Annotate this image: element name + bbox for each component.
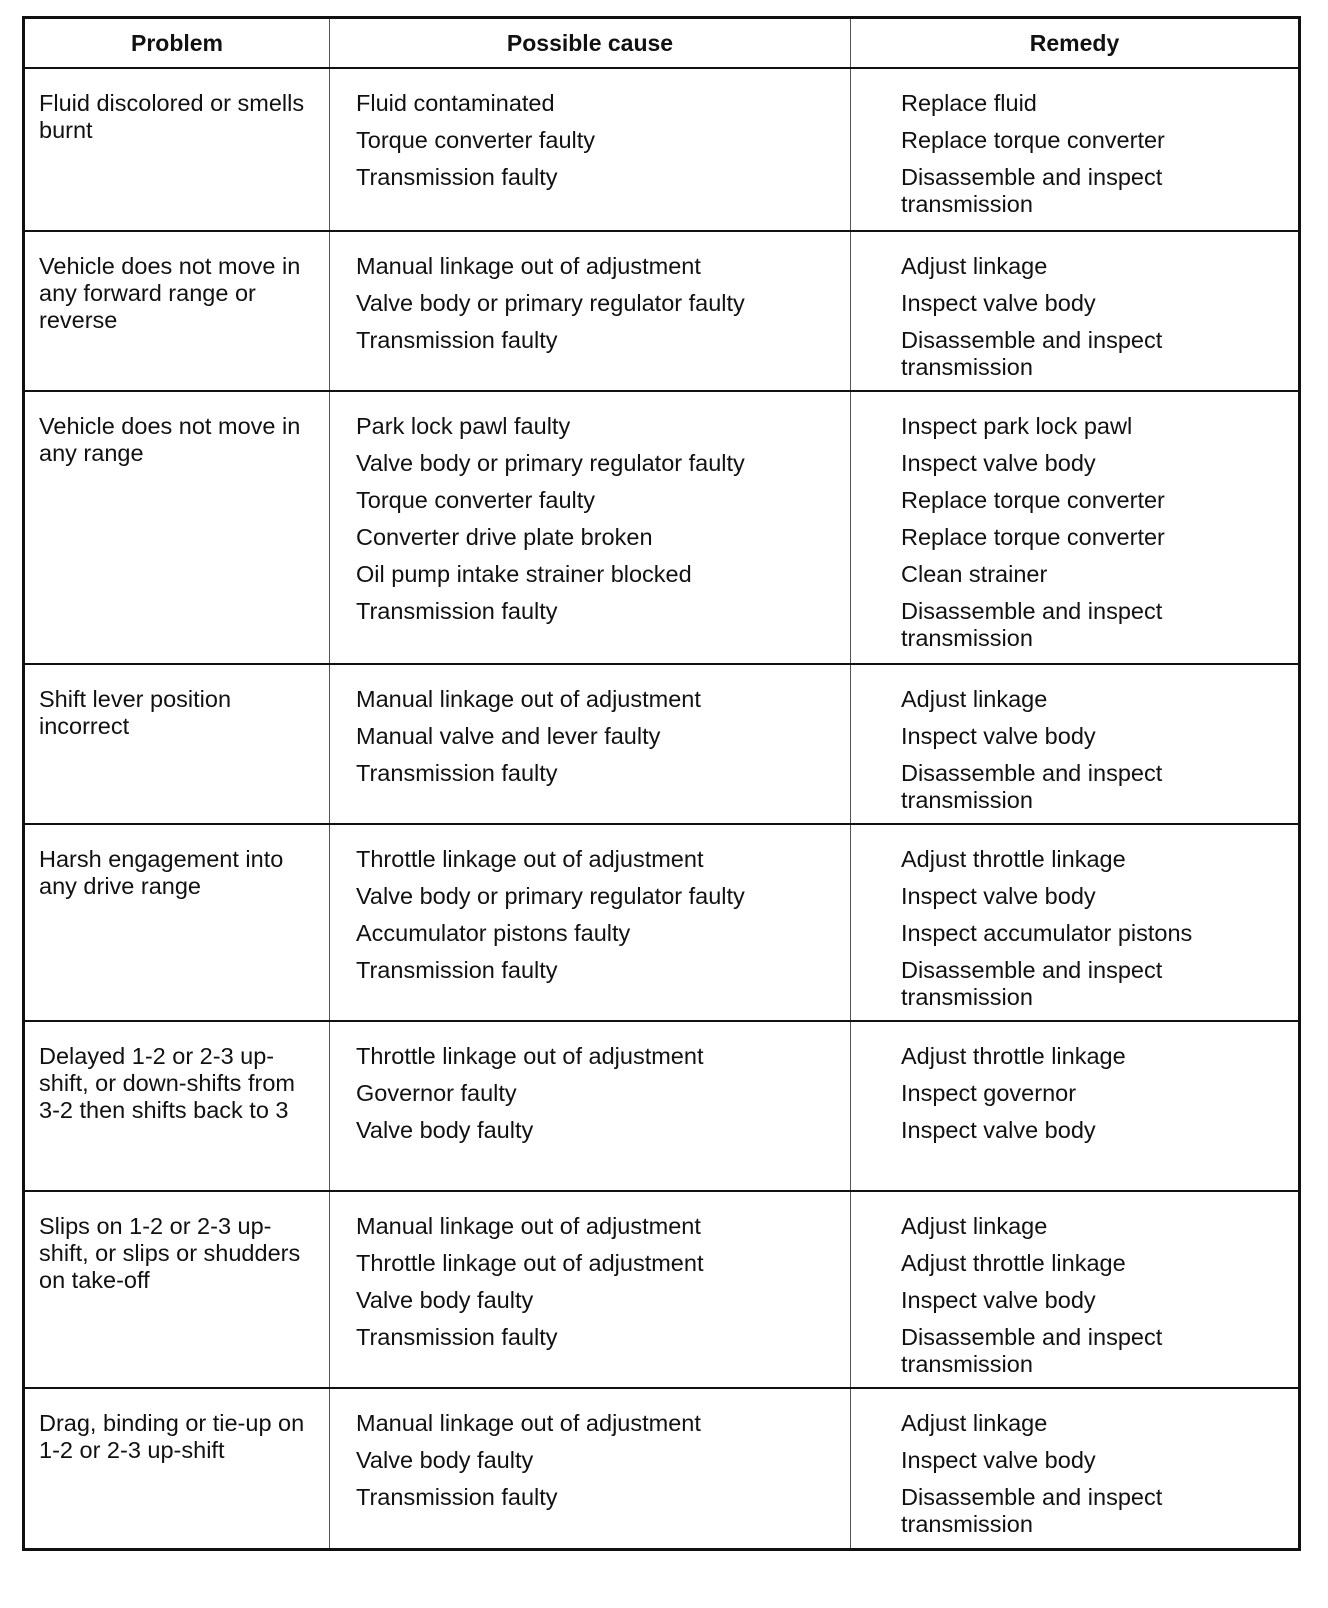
troubleshooting-table: [22, 16, 1301, 1551]
header-problem: Problem: [24, 18, 330, 69]
remedy-item: Disassemble and inspect transmission: [901, 1324, 1163, 1377]
remedy-cell: [851, 1021, 1300, 1191]
problem-cell: [24, 68, 330, 231]
cause-item: Valve body or primary regulator faulty: [356, 883, 745, 909]
remedy-item: Adjust linkage: [901, 1213, 1048, 1239]
possible-cause-cell: [330, 824, 851, 1021]
remedy-item: Replace torque converter: [901, 524, 1165, 550]
table-row: [24, 231, 1300, 391]
cause-item: Valve body or primary regulator faulty: [356, 450, 745, 476]
problem-text: Delayed 1-2 or 2-3 up-shift, or down-shifts from 3-2 then shifts back to 3: [39, 1043, 295, 1123]
problem-cell: [24, 664, 330, 824]
remedy-item: Inspect accumulator pistons: [901, 920, 1193, 946]
table-row: [24, 391, 1300, 664]
cause-item: Converter drive plate broken: [356, 524, 653, 550]
possible-cause-cell: [330, 1191, 851, 1388]
problem-cell: [24, 391, 330, 664]
remedy-cell: [851, 664, 1300, 824]
cause-item: Manual linkage out of adjustment: [356, 1213, 701, 1239]
cause-item: Transmission faulty: [356, 164, 558, 190]
remedy-item: Clean strainer: [901, 561, 1048, 587]
remedy-item: Replace torque converter: [901, 487, 1165, 513]
cause-item: Manual linkage out of adjustment: [356, 253, 701, 279]
problem-text: Shift lever position incorrect: [39, 686, 232, 739]
remedy-item: Adjust throttle linkage: [901, 1250, 1126, 1276]
remedy-cell: [851, 68, 1300, 231]
cause-item: Manual linkage out of adjustment: [356, 686, 701, 712]
remedy-item: Disassemble and inspect transmission: [901, 760, 1163, 813]
problem-text: Drag, binding or tie-up on 1-2 or 2-3 up-shift: [39, 1410, 305, 1463]
remedy-item: Inspect valve body: [901, 1447, 1096, 1473]
cause-item: Manual valve and lever faulty: [356, 723, 661, 749]
remedy-cell: [851, 231, 1300, 391]
remedy-item: Replace fluid: [901, 90, 1037, 116]
remedy-item: Adjust linkage: [901, 1410, 1048, 1436]
troubleshooting-document: [22, 16, 1298, 1588]
remedy-item: Inspect governor: [901, 1080, 1077, 1106]
remedy-item: Replace torque converter: [901, 127, 1165, 153]
problem-text: Fluid discolored or smells burnt: [39, 90, 305, 143]
problem-cell: [24, 1021, 330, 1191]
possible-cause-cell: [330, 391, 851, 664]
remedy-cell: [851, 1191, 1300, 1388]
problem-cell: [24, 1191, 330, 1388]
cause-item: Torque converter faulty: [356, 127, 596, 153]
table-row: [24, 68, 1300, 231]
cause-item: Transmission faulty: [356, 1324, 558, 1350]
cause-item: Transmission faulty: [356, 760, 558, 786]
remedy-item: Disassemble and inspect transmission: [901, 164, 1163, 217]
problem-cell: [24, 1388, 330, 1549]
cause-item: Oil pump intake strainer blocked: [356, 561, 692, 587]
cause-item: Valve body faulty: [356, 1447, 534, 1473]
remedy-item: Disassemble and inspect transmission: [901, 957, 1163, 1010]
cause-item: Valve body faulty: [356, 1117, 534, 1143]
possible-cause-cell: [330, 664, 851, 824]
cause-item: Transmission faulty: [356, 957, 558, 983]
header-possible-cause: Possible cause: [330, 18, 851, 69]
cause-item: Manual linkage out of adjustment: [356, 1410, 701, 1436]
remedy-item: Inspect valve body: [901, 450, 1096, 476]
cause-item: Governor faulty: [356, 1080, 517, 1106]
table-row: [24, 1021, 1300, 1191]
problem-text: Slips on 1-2 or 2-3 up-shift, or slips or shudders on take-off: [39, 1213, 301, 1293]
cause-item: Valve body faulty: [356, 1287, 534, 1313]
remedy-item: Inspect valve body: [901, 1117, 1096, 1143]
header-row: [24, 18, 1300, 69]
remedy-cell: [851, 1388, 1300, 1549]
cause-item: Transmission faulty: [356, 1484, 558, 1510]
cause-item: Throttle linkage out of adjustment: [356, 1250, 704, 1276]
possible-cause-cell: [330, 1021, 851, 1191]
remedy-item: Inspect valve body: [901, 883, 1096, 909]
cause-item: Transmission faulty: [356, 327, 558, 353]
remedy-item: Inspect park lock pawl: [901, 413, 1133, 439]
cause-item: Torque converter faulty: [356, 487, 596, 513]
remedy-item: Inspect valve body: [901, 1287, 1096, 1313]
cause-item: Park lock pawl faulty: [356, 413, 571, 439]
cause-item: Transmission faulty: [356, 598, 558, 624]
problem-cell: [24, 824, 330, 1021]
problem-text: Vehicle does not move in any forward range or reverse: [39, 253, 301, 333]
table-row: [24, 664, 1300, 824]
remedy-item: Disassemble and inspect transmission: [901, 598, 1163, 651]
remedy-item: Adjust throttle linkage: [901, 846, 1126, 872]
possible-cause-cell: [330, 231, 851, 391]
remedy-item: Disassemble and inspect transmission: [901, 327, 1163, 380]
remedy-cell: [851, 824, 1300, 1021]
header-remedy: Remedy: [851, 18, 1300, 69]
remedy-item: Disassemble and inspect transmission: [901, 1484, 1163, 1537]
table-row: [24, 1191, 1300, 1388]
problem-cell: [24, 231, 330, 391]
remedy-item: Inspect valve body: [901, 290, 1096, 316]
cause-item: Fluid contaminated: [356, 90, 555, 116]
table-row: [24, 824, 1300, 1021]
remedy-item: Adjust throttle linkage: [901, 1043, 1126, 1069]
remedy-item: Inspect valve body: [901, 723, 1096, 749]
cause-item: Throttle linkage out of adjustment: [356, 1043, 704, 1069]
problem-text: Vehicle does not move in any range: [39, 413, 301, 466]
cause-item: Valve body or primary regulator faulty: [356, 290, 745, 316]
problem-text: Harsh engagement into any drive range: [39, 846, 284, 899]
remedy-item: Adjust linkage: [901, 253, 1048, 279]
table-row: [24, 1388, 1300, 1549]
remedy-cell: [851, 391, 1300, 664]
cause-item: Accumulator pistons faulty: [356, 920, 631, 946]
remedy-item: Adjust linkage: [901, 686, 1048, 712]
possible-cause-cell: [330, 68, 851, 231]
cause-item: Throttle linkage out of adjustment: [356, 846, 704, 872]
possible-cause-cell: [330, 1388, 851, 1549]
